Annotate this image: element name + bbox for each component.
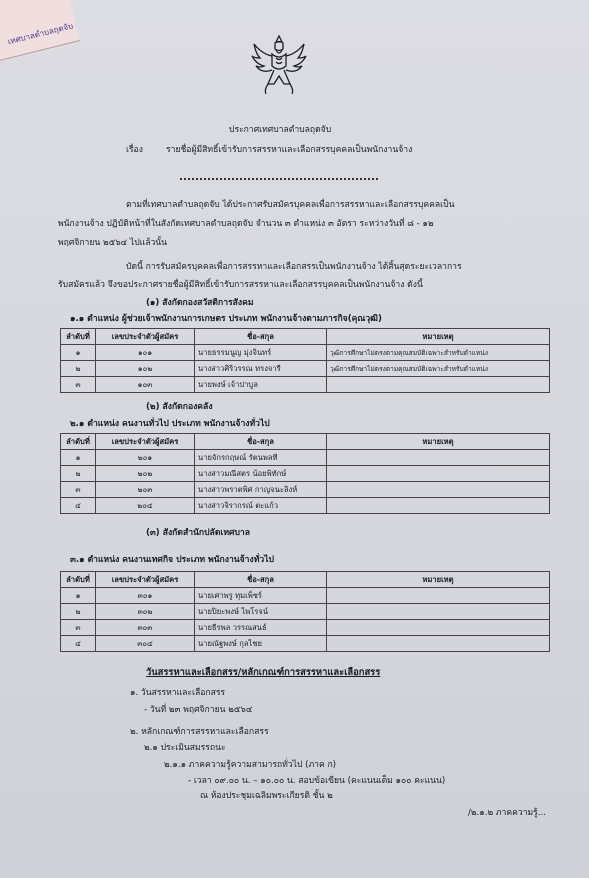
row-note (327, 377, 550, 393)
row-id: ๓๐๔ (96, 636, 195, 652)
table-row (61, 620, 550, 636)
col-header-name: ชื่อ-สกุล (195, 329, 327, 345)
row-no: ๑ (61, 450, 96, 466)
row-note (327, 482, 550, 498)
col-header-note: หมายเหตุ (327, 572, 550, 588)
row-name: นายธรรมนูญ มุ่งจินทร์ (195, 345, 327, 361)
criteria-2-1: ๒.๑ ประเมินสมรรถนะ (144, 743, 226, 753)
applicant-table-3 (60, 571, 550, 652)
row-id: ๒๐๑ (96, 450, 195, 466)
col-header-no: ลำดับที่ (61, 434, 96, 450)
col-header-note: หมายเหตุ (327, 329, 550, 345)
row-name: นายพงษ์ เจ้าปาบูล (195, 377, 327, 393)
selection-item-2: ๒. หลักเกณฑ์การสรรหาและเลือกสรร (130, 727, 269, 737)
row-no: ๔ (61, 636, 96, 652)
row-name: นายณัฐพงษ์ กุลไชย (195, 636, 327, 652)
table-row (61, 466, 550, 482)
table-row (61, 345, 550, 361)
section-1-position: ๑.๑ ตำแหน่ง ผู้ช่วยเจ้าพนักงานการเกษตร ประเภท พนักงานจ้างตามภารกิจ(คุณวุฒิ) (70, 314, 382, 324)
row-note: วุฒิการศึกษาไม่ตรงตามคุณสมบัติเฉพาะสำหรับตำแหน่ง (327, 361, 550, 377)
row-name: นายเศาพรู ทุมเพ็ชร์ (195, 588, 327, 604)
row-id: ๓๐๑ (96, 588, 195, 604)
table-row (61, 361, 550, 377)
col-header-no: ลำดับที่ (61, 329, 96, 345)
col-header-id: เลขประจำตัวผู้สมัคร (96, 329, 195, 345)
row-note (327, 636, 550, 652)
col-header-note: หมายเหตุ (327, 434, 550, 450)
separator-line (180, 178, 378, 183)
row-note (327, 604, 550, 620)
row-id: ๒๐๒ (96, 466, 195, 482)
table-row (61, 377, 550, 393)
corner-stamp (0, 0, 80, 63)
col-header-name: ชื่อ-สกุล (195, 434, 327, 450)
intro-line-2: พนักงานจ้าง ปฏิบัติหน้าที่ในสังกัดเทศบาลตำบลถุดจับ จำนวน ๓ ตำแหน่ง ๓ อัตรา ระหว่างวันที่ ๘ ‑ ๑๒ (58, 219, 434, 229)
row-name: นางสาวจิรากรณ์ ตะแก้ว (195, 498, 327, 514)
row-no: ๓ (61, 377, 96, 393)
row-id: ๑๐๓ (96, 377, 195, 393)
section-2-heading: (๒) สังกัดกองคลัง (146, 402, 213, 412)
table-row (61, 636, 550, 652)
section-3-position: ๓.๑ ตำแหน่ง คนงานเทศกิจ ประเภท พนักงานจ้างทั่วไป (70, 555, 274, 565)
table-row (61, 482, 550, 498)
row-no: ๒ (61, 466, 96, 482)
row-note (327, 450, 550, 466)
intro-line-1: ตามที่เทศบาลตำบลถุดจับ ได้ประกาศรับสมัครบุคคลเพื่อการสรรหาและเลือกสรรบุคคลเป็น (126, 200, 455, 210)
row-no: ๒ (61, 604, 96, 620)
applicant-table-1 (60, 328, 550, 393)
col-header-name: ชื่อ-สกุล (195, 572, 327, 588)
table-row (61, 588, 550, 604)
col-header-id: เลขประจำตัวผู้สมัคร (96, 434, 195, 450)
row-id: ๓๐๒ (96, 604, 195, 620)
stamp-text: เทศบาลตำบลถุดจับ (6, 21, 74, 47)
table-row (61, 604, 550, 620)
row-note (327, 588, 550, 604)
selection-heading: วันสรรหาและเลือกสรร/หลักเกณฑ์การสรรหาและเลือกสรร (146, 667, 381, 678)
subject-text: รายชื่อผู้มีสิทธิ์เข้ารับการสรรหาและเลือกสรรบุคคลเป็นพนักงานจ้าง (166, 145, 413, 155)
exam-time: - เวลา ๐๙.๐๐ น. – ๑๐.๐๐ น. สอบข้อเขียน (คะแนนเต็ม ๑๐๐ คะแนน) (188, 776, 446, 786)
row-note (327, 498, 550, 514)
row-no: ๔ (61, 498, 96, 514)
table-row (61, 450, 550, 466)
continued-note: /๒.๑.๒ ภาคความรู้... (468, 808, 546, 818)
intro-line-5: รับสมัครแล้ว จึงขอประกาศรายชื่อผู้มีสิทธิ์เข้ารับการสรรหาและเลือกสรรบุคคลเป็นพนักงานจ้าง ดังนี้ (58, 280, 423, 290)
row-note: วุฒิการศึกษาไม่ตรงตามคุณสมบัติเฉพาะสำหรับตำแหน่ง (327, 345, 550, 361)
applicant-table-2 (60, 433, 550, 514)
section-1-heading: (๑) สังกัดกองสวัสดิการสังคม (146, 298, 254, 308)
row-no: ๒ (61, 361, 96, 377)
row-id: ๒๐๔ (96, 498, 195, 514)
row-no: ๑ (61, 345, 96, 361)
intro-line-3: พฤศจิกายน ๒๕๖๔ ไปแล้วนั้น (58, 238, 168, 248)
selection-date: - วันที่ ๒๓ พฤศจิกายน ๒๕๖๔ (144, 705, 253, 715)
subject-label: เรื่อง (126, 145, 143, 155)
row-no: ๑ (61, 588, 96, 604)
row-id: ๒๐๓ (96, 482, 195, 498)
exam-place: ณ ห้องประชุมเฉลิมพระเกียรติ ชั้น ๒ (200, 791, 333, 801)
section-3-heading: (๓) สังกัดสำนักปลัดเทศบาล (146, 528, 251, 538)
row-name: นางสาวศิริวรรณ ทรงจารี (195, 361, 327, 377)
row-name: นางสาวมณีสตร น้อยพิทักษ์ (195, 466, 327, 482)
row-name: นายธีรพล วรรณสนธ์ (195, 620, 327, 636)
row-id: ๑๐๒ (96, 361, 195, 377)
col-header-no: ลำดับที่ (61, 572, 96, 588)
row-no: ๓ (61, 482, 96, 498)
row-note (327, 620, 550, 636)
garuda-emblem-icon (250, 32, 308, 96)
row-name: นายจักรกฤษณ์ รัตนพลที (195, 450, 327, 466)
selection-item-1: ๑. วันสรรหาและเลือกสรร (130, 688, 226, 698)
intro-line-4: บัดนี้ การรับสมัครบุคคลเพื่อการสรรหาและเลือกสรรเป็นพนักงานจ้าง ได้สิ้นสุดระยะเวลาการ (126, 262, 462, 272)
row-name: นายปิยะพงษ์ ไพโรจน์ (195, 604, 327, 620)
row-no: ๓ (61, 620, 96, 636)
row-id: ๑๐๑ (96, 345, 195, 361)
row-name: นางสาวพราตพิศ กาญจนะลิงห์ (195, 482, 327, 498)
announcement-title: ประกาศเทศบาลตำบลถุดจับ (229, 125, 332, 135)
col-header-id: เลขประจำตัวผู้สมัคร (96, 572, 195, 588)
row-note (327, 466, 550, 482)
criteria-2-1-1: ๒.๑.๑ ภาคความรู้ความสามารถทั่วไป (ภาค ก) (164, 760, 337, 770)
row-id: ๓๐๓ (96, 620, 195, 636)
table-row (61, 498, 550, 514)
section-2-position: ๒.๑ ตำแหน่ง คนงานทั่วไป ประเภท พนักงานจ้างทั่วไป (70, 419, 270, 429)
